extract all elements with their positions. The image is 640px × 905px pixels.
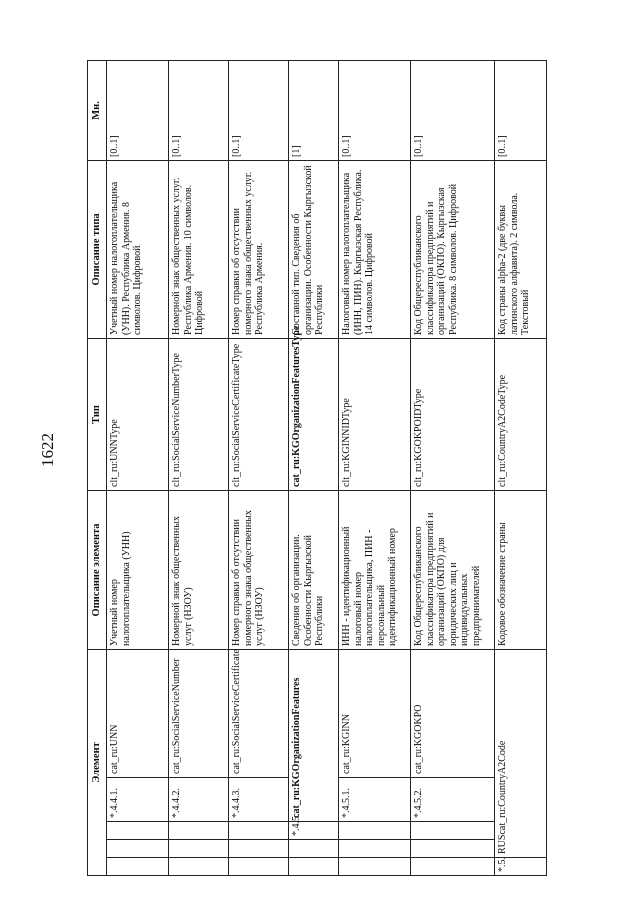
row-type: clt_ru:KGINNIDType <box>339 338 411 490</box>
elements-table <box>87 60 547 876</box>
table-row <box>495 60 547 875</box>
indent-cell <box>169 840 229 858</box>
indent-cell <box>107 840 169 858</box>
indent-cell <box>339 858 411 876</box>
table-header-row <box>88 60 107 875</box>
table-row <box>339 60 411 875</box>
row-mult: [0..1] <box>229 60 289 160</box>
row-number: *.4.4.2. <box>169 778 229 822</box>
indent-cell <box>229 840 289 858</box>
indent-cell <box>229 858 289 876</box>
table-row <box>229 60 289 875</box>
indent-cell <box>229 822 289 840</box>
table-row <box>169 60 229 875</box>
row-element-name: cat_ru:KGINN <box>339 649 411 777</box>
row-type-desc: Налоговый номер налогоплательщика (ИНН, ПИН). Кыргызская Республика. 14 символов. Цифровой <box>339 160 411 338</box>
indent-cell <box>411 858 495 876</box>
row-type: clt_ru:CountryA2CodeType <box>495 338 547 490</box>
indent-cell <box>107 858 169 876</box>
row-type: cat_ru:KGOrganizationFeaturesType <box>289 338 339 490</box>
row-element-name: RUScat_ru:CountryA2Code <box>495 649 547 857</box>
row-element-desc: Учетный номер налогоплательщика (УНН) <box>107 490 169 649</box>
row-element-desc: Код Общереспубликанского классификатора предприятий и организаций (ОКПО) для юридических лиц и индивидуальных предпринимателей <box>411 490 495 649</box>
row-mult: [0..1] <box>107 60 169 160</box>
header-type: Тип <box>88 338 107 490</box>
indent-cell <box>289 858 339 876</box>
row-type-desc: Код страны alpha-2 (две буквы латинского алфавита). 2 символа. Текстовый <box>495 160 547 338</box>
row-mult: [0..1] <box>411 60 495 160</box>
row-number: *.4.4.3. <box>229 778 289 822</box>
row-type: clt_ru:UNNType <box>107 338 169 490</box>
row-mult: [0..1] <box>339 60 411 160</box>
row-type-desc: Код Общереспубликанского классификатора предприятий и организаций (ОКПО). Кыргызская Республика. 8 символов. Цифровой <box>411 160 495 338</box>
indent-cell <box>107 822 169 840</box>
row-element-name: cat_ru:KGOKPO <box>411 649 495 777</box>
rotated-table-container <box>87 61 547 876</box>
header-element-desc: Описание элемента <box>88 490 107 649</box>
row-type-desc: Учетный номер налогоплательщика (УНН). Республика Армения. 8 символов. Цифровой <box>107 160 169 338</box>
indent-cell <box>169 858 229 876</box>
row-number: *.4.4.1. <box>107 778 169 822</box>
indent-cell <box>411 822 495 840</box>
header-type-desc: Описание типа <box>88 160 107 338</box>
row-element-name: cat_ru:KGOrganizationFeatures <box>289 649 339 821</box>
table-row <box>107 60 169 875</box>
row-mult: [0..1] <box>169 60 229 160</box>
row-type: clt_ru:SocialServiceNumberType <box>169 338 229 490</box>
header-element: Элемент <box>88 649 107 875</box>
row-number: *.5. <box>495 858 547 876</box>
indent-cell <box>289 840 339 858</box>
row-number: *.4.5.1. <box>339 778 411 822</box>
header-mult: Мн. <box>88 60 107 160</box>
row-element-desc: ИНН - идентификационный налоговый номер налогоплательщика, ПИН - персональный идентификационный номер <box>339 490 411 649</box>
row-element-desc: Сведения об организации. Особенности Кыргызской Республики <box>289 490 339 649</box>
row-type-desc: Номер справки об отсутствии номерного знака общественных услуг. Республика Армения. <box>229 160 289 338</box>
row-mult: [0..1] <box>495 60 547 160</box>
row-type-desc: Номерной знак общественных услуг. Республика Армения. 10 символов. Цифровой <box>169 160 229 338</box>
table-row <box>289 60 339 875</box>
page-number: 1622 <box>38 433 57 467</box>
row-element-name: cat_ru:SocialServiceCertificate <box>229 649 289 777</box>
indent-cell <box>339 822 411 840</box>
row-mult: [1] <box>289 60 339 160</box>
row-type: clt_ru:SocialServiceCertificateType <box>229 338 289 490</box>
indent-cell <box>339 840 411 858</box>
row-number: *.4.5.2. <box>411 778 495 822</box>
row-element-desc: Номер справки об отсутствии номерного знака общественных услуг (НЗОУ) <box>229 490 289 649</box>
indent-cell <box>411 840 495 858</box>
row-number: *.4.5. <box>289 822 339 840</box>
table-row <box>411 60 495 875</box>
row-element-desc: Кодовое обозначение страны <box>495 490 547 649</box>
row-element-name: cat_ru:SocialServiceNumber <box>169 649 229 777</box>
row-element-name: cat_ru:UNN <box>107 649 169 777</box>
indent-cell <box>169 822 229 840</box>
row-element-desc: Номерной знак общественных услуг (НЗОУ) <box>169 490 229 649</box>
row-type: clt_ru:KGOKPOIDType <box>411 338 495 490</box>
row-type-desc: Составной тип. Сведения об организации. Особенности Кыргызской Республики <box>289 160 339 338</box>
